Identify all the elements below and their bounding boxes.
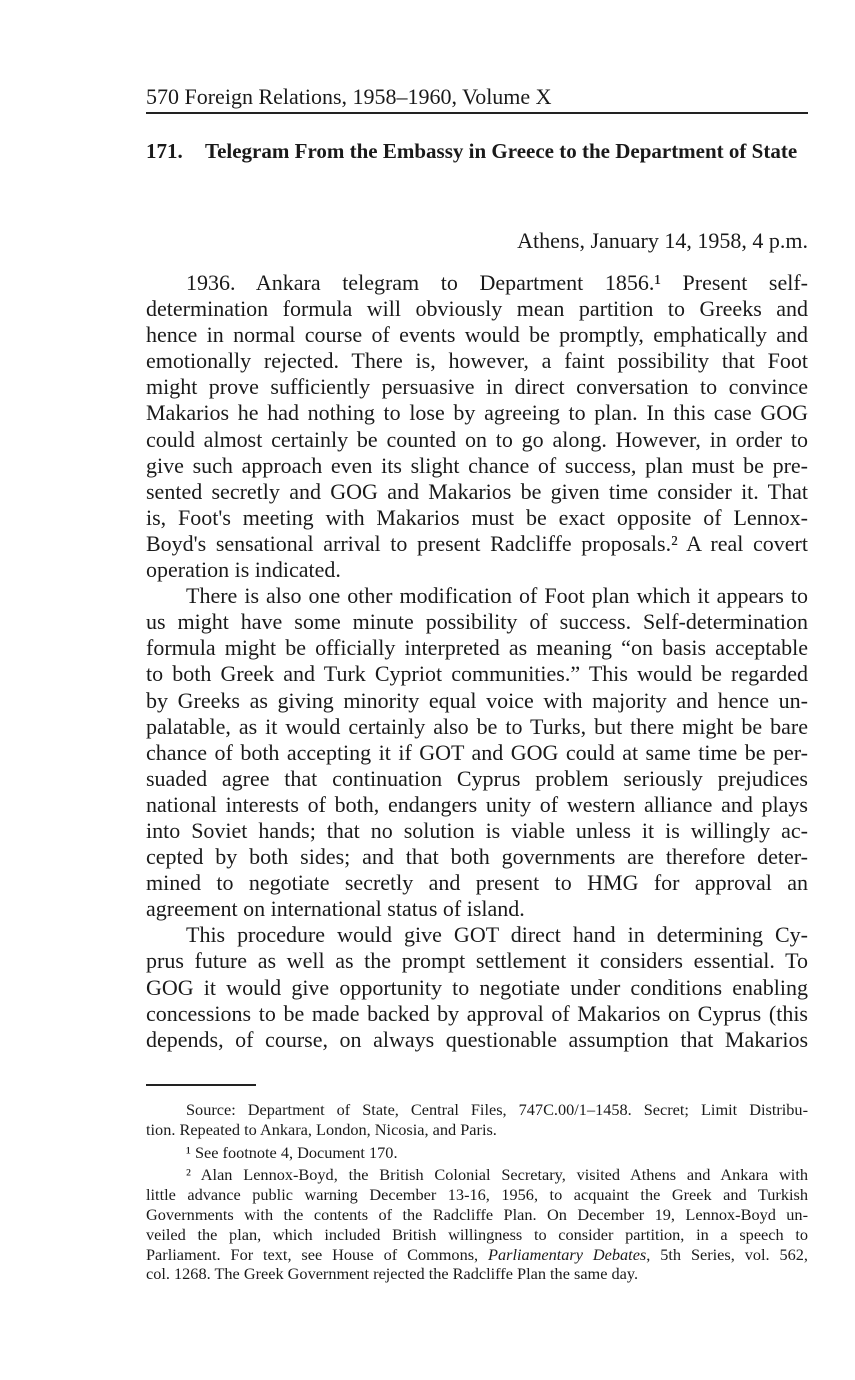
text-line: mined to negotiate secretly and present to HMG for approval an <box>146 870 808 896</box>
text-line: There is also one other modification of Foot plan which it appears to <box>186 583 808 609</box>
footnote <box>146 1165 808 1284</box>
text-line: hence in normal course of events would be promptly, emphatically and <box>146 322 808 348</box>
footnote <box>146 1100 808 1140</box>
text-line: might prove sufficiently persuasive in direct conversation to convince <box>146 374 808 400</box>
telegram-body <box>146 270 808 1053</box>
footnote-line: little advance public warning December 13-16, 1956, to acquaint the Greek and Turkish <box>146 1185 808 1205</box>
text-line: determination formula will obviously mean partition to Greeks and <box>146 296 808 322</box>
text-line: GOG it would give opportunity to negotiate under conditions enabling <box>146 974 808 1000</box>
paragraph <box>146 270 808 583</box>
text-line: is, Foot's meeting with Makarios must be exact opposite of Lennox- <box>146 504 808 530</box>
paragraph <box>146 583 808 922</box>
footnote-line: col. 1268. The Greek Government rejected the Radcliffe Plan the same day. <box>146 1264 639 1284</box>
footnote <box>146 1143 808 1163</box>
footnote-line: tion. Repeated to Ankara, London, Nicosia, and Paris. <box>146 1119 497 1139</box>
text-line: depends, of course, on always questionable assumption that Makarios <box>146 1026 808 1052</box>
text-line: 1936. Ankara telegram to Department 1856.¹ Present self- <box>186 270 808 295</box>
paragraph <box>146 922 808 1052</box>
text-line: This procedure would give GOT direct hand in determining Cy- <box>186 922 808 948</box>
text-line: chance of both accepting it if GOT and GOG could at same time be per- <box>146 739 808 765</box>
text-line: Boyd's sensational arrival to present Radcliffe proposals.² A real covert <box>146 530 808 556</box>
footnote-line: Governments with the contents of the Radcliffe Plan. On December 19, Lennox-Boyd un- <box>146 1204 808 1224</box>
text-line: operation is indicated. <box>146 557 341 583</box>
text-line: by Greeks as giving minority equal voice with majority and hence un- <box>146 687 808 713</box>
footnote-line: Source: Department of State, Central Files, 747C.00/1–1458. Secret; Limit Distribu- <box>186 1100 808 1119</box>
footnote-rule <box>146 1084 256 1086</box>
footnote-line: Parliament. For text, see House of Commons, Parliamentary Debates, 5th Series, vol. 562, <box>146 1244 808 1264</box>
footnote-line: ² Alan Lennox-Boyd, the British Colonial Secretary, visited Athens and Ankara with <box>186 1165 808 1185</box>
text-line: sented secretly and GOG and Makarios be given time consider it. That <box>146 478 808 504</box>
text-line: cepted by both sides; and that both governments are therefore deter- <box>146 844 808 870</box>
footnote-line: veiled the plan, which included British willingness to consider partition, in a speech to <box>146 1224 808 1244</box>
text-line: to both Greek and Turk Cypriot communities.” This would be regarded <box>146 661 808 687</box>
text-line: suaded agree that continuation Cyprus problem seriously prejudices <box>146 765 808 791</box>
text-line: national interests of both, endangers unity of western alliance and plays <box>146 791 808 817</box>
text-line: agreement on international status of island. <box>146 896 525 922</box>
text-line: palatable, as it would certainly also be to Turks, but there might be bare <box>146 713 808 739</box>
text-line: into Soviet hands; that no solution is viable unless it is willingly ac- <box>146 817 808 843</box>
document-title: Telegram From the Embassy in Greece to the Department of State <box>205 139 798 163</box>
text-line: emotionally rejected. There is, however, a faint possibility that Foot <box>146 348 808 374</box>
footnote-line: ¹ See footnote 4, Document 170. <box>186 1142 398 1162</box>
running-head: 570 Foreign Relations, 1958–1960, Volume X <box>146 84 552 109</box>
text-line: prus future as well as the prompt settlement it considers essential. To <box>146 948 808 974</box>
footnotes <box>146 1100 808 1284</box>
text-line: Makarios he had nothing to lose by agreeing to plan. In this case GOG <box>146 400 808 426</box>
text-line: give such approach even its slight chance of success, plan must be pre- <box>146 452 808 478</box>
header-rule <box>146 112 808 114</box>
dateline: Athens, January 14, 1958, 4 p.m. <box>517 228 808 253</box>
text-line: concessions to be made backed by approval of Makarios on Cyprus (this <box>146 1000 808 1026</box>
text-line: us might have some minute possibility of success. Self-determination <box>146 609 808 635</box>
text-line: could almost certainly be counted on to go along. However, in order to <box>146 426 808 452</box>
document-number: 171. <box>146 139 183 163</box>
text-line: formula might be officially interpreted as meaning “on basis acceptable <box>146 635 808 661</box>
